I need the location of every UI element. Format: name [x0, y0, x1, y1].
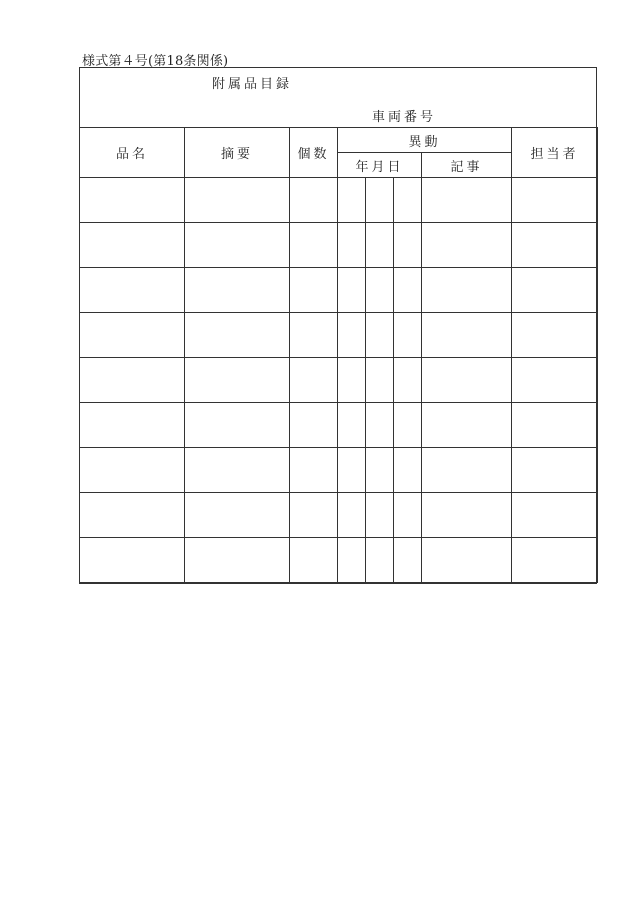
month-cell[interactable]	[366, 538, 394, 583]
year-cell[interactable]	[338, 223, 366, 268]
quantity-cell[interactable]	[290, 313, 338, 358]
day-cell[interactable]	[394, 178, 422, 223]
title-area	[80, 68, 596, 128]
quantity-cell[interactable]	[290, 358, 338, 403]
person-in-charge-cell[interactable]	[512, 358, 598, 403]
table-row	[80, 313, 598, 358]
remarks-cell[interactable]	[422, 223, 512, 268]
item-name-cell[interactable]	[80, 448, 185, 493]
summary-cell[interactable]	[185, 493, 290, 538]
remarks-cell[interactable]	[422, 403, 512, 448]
day-cell[interactable]	[394, 538, 422, 583]
item-name-cell[interactable]	[80, 313, 185, 358]
quantity-cell[interactable]	[290, 178, 338, 223]
person-in-charge-cell[interactable]	[512, 223, 598, 268]
year-cell[interactable]	[338, 358, 366, 403]
quantity-cell[interactable]	[290, 538, 338, 583]
header-date: 年月日	[338, 153, 422, 178]
summary-cell[interactable]	[185, 223, 290, 268]
summary-cell[interactable]	[185, 358, 290, 403]
accessory-table	[79, 127, 598, 583]
summary-cell[interactable]	[185, 448, 290, 493]
quantity-cell[interactable]	[290, 268, 338, 313]
item-name-cell[interactable]	[80, 403, 185, 448]
item-name-cell[interactable]	[80, 538, 185, 583]
month-cell[interactable]	[366, 358, 394, 403]
item-name-cell[interactable]	[80, 268, 185, 313]
summary-cell[interactable]	[185, 313, 290, 358]
month-cell[interactable]	[366, 268, 394, 313]
vehicle-number-label: 車両番号	[372, 110, 437, 125]
person-in-charge-cell[interactable]	[512, 538, 598, 583]
day-cell[interactable]	[394, 358, 422, 403]
person-in-charge-cell[interactable]	[512, 268, 598, 313]
summary-cell[interactable]	[185, 403, 290, 448]
table-row	[80, 403, 598, 448]
month-cell[interactable]	[366, 493, 394, 538]
header-row-top	[80, 128, 598, 153]
quantity-cell[interactable]	[290, 223, 338, 268]
remarks-cell[interactable]	[422, 358, 512, 403]
day-cell[interactable]	[394, 313, 422, 358]
quantity-cell[interactable]	[290, 403, 338, 448]
form-reference: 様式第４号(第18条関係)	[82, 54, 229, 69]
header-remarks: 記事	[422, 153, 512, 178]
remarks-cell[interactable]	[422, 268, 512, 313]
quantity-cell[interactable]	[290, 448, 338, 493]
summary-cell[interactable]	[185, 538, 290, 583]
person-in-charge-cell[interactable]	[512, 313, 598, 358]
table-row	[80, 358, 598, 403]
day-cell[interactable]	[394, 403, 422, 448]
remarks-cell[interactable]	[422, 538, 512, 583]
year-cell[interactable]	[338, 493, 366, 538]
item-name-cell[interactable]	[80, 223, 185, 268]
day-cell[interactable]	[394, 223, 422, 268]
day-cell[interactable]	[394, 448, 422, 493]
month-cell[interactable]	[366, 223, 394, 268]
month-cell[interactable]	[366, 313, 394, 358]
accessory-list-form	[79, 67, 597, 584]
summary-cell[interactable]	[185, 268, 290, 313]
remarks-cell[interactable]	[422, 493, 512, 538]
year-cell[interactable]	[338, 538, 366, 583]
summary-cell[interactable]	[185, 178, 290, 223]
person-in-charge-cell[interactable]	[512, 403, 598, 448]
year-cell[interactable]	[338, 403, 366, 448]
person-in-charge-cell[interactable]	[512, 448, 598, 493]
month-cell[interactable]	[366, 448, 394, 493]
person-in-charge-cell[interactable]	[512, 178, 598, 223]
header-item-name: 品名	[80, 128, 185, 178]
day-cell[interactable]	[394, 493, 422, 538]
day-cell[interactable]	[394, 268, 422, 313]
quantity-cell[interactable]	[290, 493, 338, 538]
header-summary: 摘要	[185, 128, 290, 178]
header-quantity: 個数	[290, 128, 338, 178]
month-cell[interactable]	[366, 403, 394, 448]
header-person-in-charge: 担当者	[512, 128, 598, 178]
year-cell[interactable]	[338, 448, 366, 493]
item-name-cell[interactable]	[80, 178, 185, 223]
remarks-cell[interactable]	[422, 448, 512, 493]
year-cell[interactable]	[338, 178, 366, 223]
document-title: 附属品目録	[212, 77, 293, 92]
month-cell[interactable]	[366, 178, 394, 223]
item-name-cell[interactable]	[80, 493, 185, 538]
table-row	[80, 538, 598, 583]
item-name-cell[interactable]	[80, 358, 185, 403]
header-changes: 異動	[338, 128, 512, 153]
year-cell[interactable]	[338, 313, 366, 358]
table-row	[80, 178, 598, 223]
table-row	[80, 268, 598, 313]
person-in-charge-cell[interactable]	[512, 493, 598, 538]
table-row	[80, 448, 598, 493]
year-cell[interactable]	[338, 268, 366, 313]
table-row	[80, 223, 598, 268]
remarks-cell[interactable]	[422, 178, 512, 223]
table-row	[80, 493, 598, 538]
remarks-cell[interactable]	[422, 313, 512, 358]
